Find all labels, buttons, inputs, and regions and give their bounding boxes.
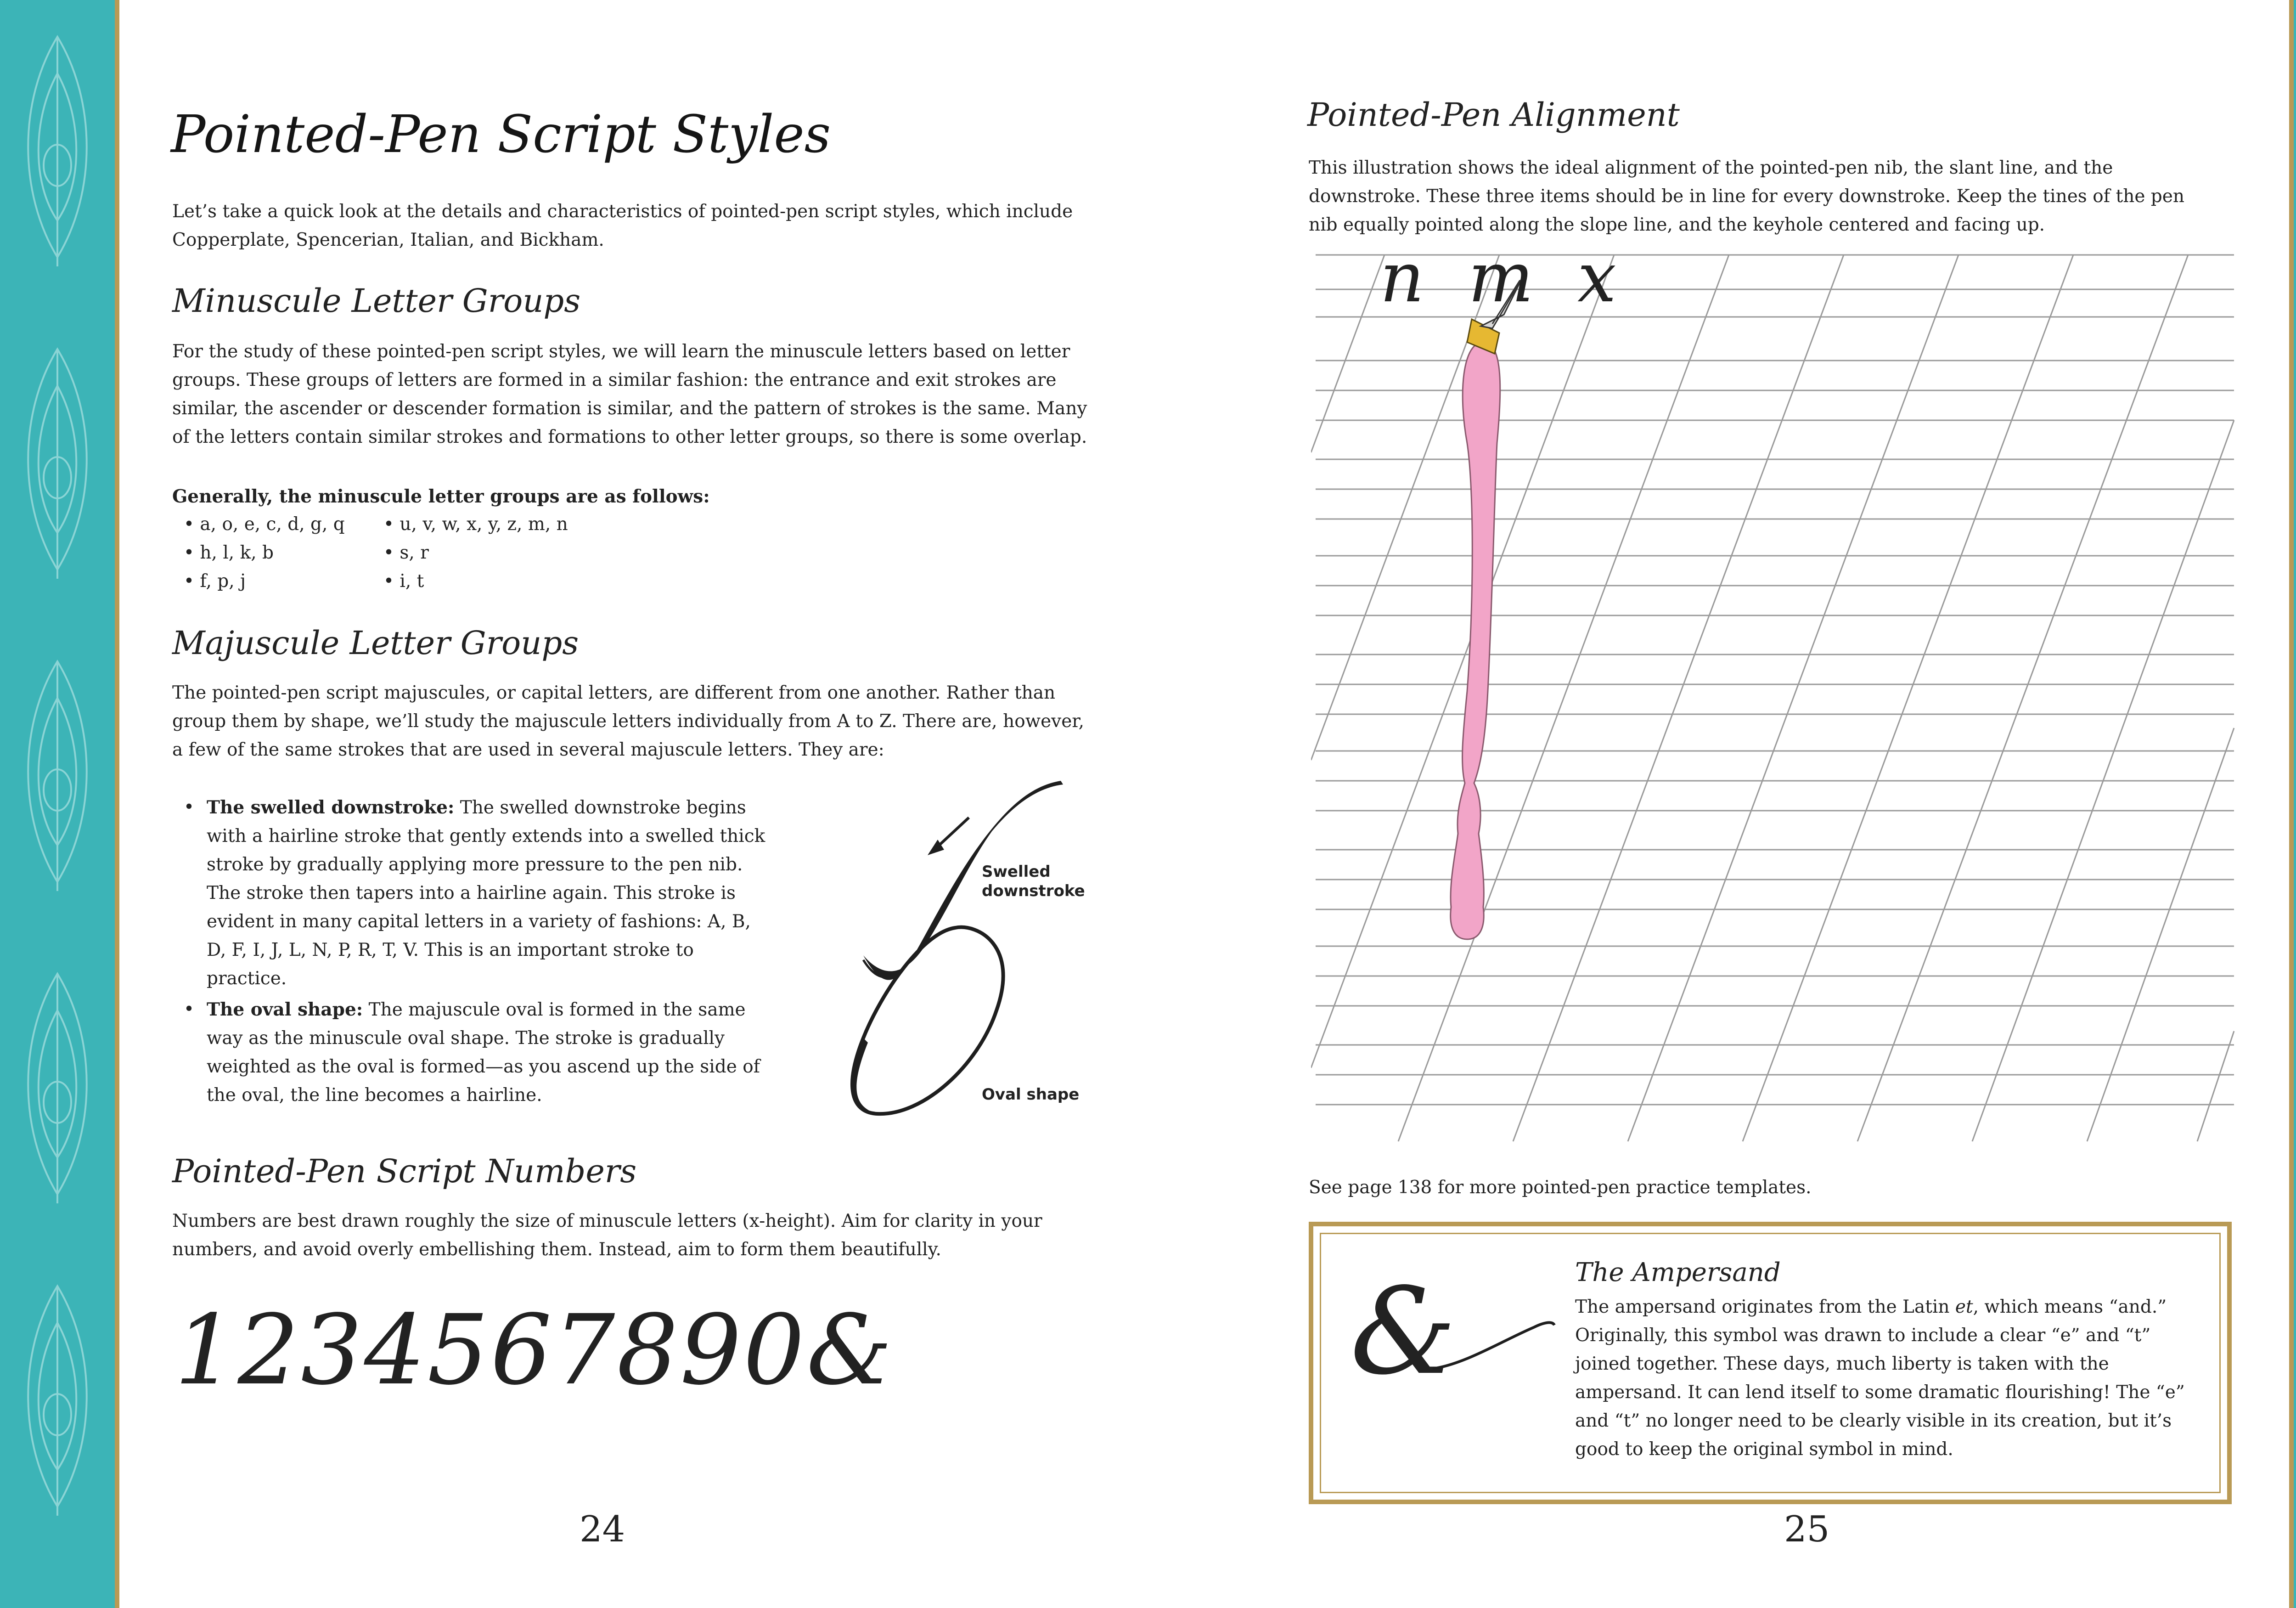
numbers-heading: Pointed-Pen Script Numbers <box>172 1152 637 1190</box>
list-item: • h, l, k, b <box>184 542 274 563</box>
sidebar-title: The Ampersand <box>1575 1258 1781 1287</box>
majuscule-paragraph: The pointed-pen script majuscules, or capital letters, are different from one another. Rather than group them by shape, we’ll study the majuscule letters individually from A to Z. There are, however, a few of the same strokes that are used in several majuscule letters. They are: <box>172 683 1085 760</box>
page-number-right: 25 <box>1784 1509 1830 1550</box>
alignment-paragraph: This illustration shows the ideal alignment of the pointed-pen nib, the slant line, and the downstroke. These three items should be in line for every downstroke. Keep the tines of the pen nib equally pointed along the slope line, and the keyhole centered and facing up. <box>1309 158 2184 235</box>
script-numerals: 1234567890& <box>174 1294 895 1406</box>
alignment-heading: Pointed-Pen Alignment <box>1307 96 1680 134</box>
page-number-left: 24 <box>580 1509 625 1550</box>
stroke1-paragraph <box>207 793 771 993</box>
sample-letters: n m x <box>1380 238 1627 318</box>
stroke1-text: The swelled downstroke begins with a hairline stroke that gently extends into a swelled thick stroke by gradually applying more pressure to the pen nib. The stroke then tapers into a hairline again. This stroke is evident in many capital letters in a variety of fashions: A, B, D, F, I, J, L, N, P, R, T, V. This is an important stroke to practice. <box>207 797 765 989</box>
ampersand-flourish <box>1428 1314 1557 1382</box>
sidebar-text-em: et <box>1955 1297 1973 1317</box>
list-item: • i, t <box>383 571 424 592</box>
stroke-bullet: • <box>184 797 195 818</box>
list-item: • u, v, w, x, y, z, m, n <box>383 514 568 535</box>
right-decorative-band <box>2289 0 2296 1608</box>
majuscule-heading: Majuscule Letter Groups <box>172 624 579 662</box>
stroke-illustration <box>817 772 1093 1130</box>
group-item-text: i, t <box>400 571 424 592</box>
direction-arrow-icon <box>937 818 969 847</box>
groups-lead: Generally, the minuscule letter groups are as follows: <box>172 486 710 507</box>
stroke2-label: The oval shape: <box>207 999 363 1020</box>
numbers-paragraph: Numbers are best drawn roughly the size of minuscule letters (x-height). Aim for clarity in your numbers, and avoid overly embellishing them. Instead, aim to form them beautifully. <box>172 1211 1042 1260</box>
ampersand-sidebar <box>1309 1222 2232 1504</box>
pointed-pen-illustration <box>1451 278 1522 939</box>
sidebar-ampersand-glyph: & <box>1350 1263 1457 1401</box>
group-item-text: s, r <box>400 542 429 563</box>
intro-paragraph: Let’s take a quick look at the details and characteristics of pointed-pen script styles, which include Copperplate, Spencerian, Italian, and Bickham. <box>172 201 1073 250</box>
list-item: • f, p, j <box>184 571 246 592</box>
minuscule-heading: Minuscule Letter Groups <box>172 282 581 320</box>
group-item-text: a, o, e, c, d, g, q <box>200 514 345 535</box>
group-item-text: h, l, k, b <box>200 542 274 563</box>
label-swelled: Swelled downstroke <box>982 863 1085 900</box>
peacock-plume-pattern-left <box>0 0 115 1608</box>
page-title: Pointed-Pen Script Styles <box>171 105 831 164</box>
sidebar-text-1: The ampersand originates from the Latin <box>1575 1297 1955 1317</box>
practice-grid <box>1311 250 2239 1151</box>
label-oval: Oval shape <box>982 1085 1080 1104</box>
stroke2-text: The majuscule oval is formed in the same way as the minuscule oval shape. The stroke is gradually weighted as the oval is formed—as you ascend up the side of the oval, the line becomes a hairline. <box>207 999 760 1106</box>
sidebar-text-2: , which means “and.” Originally, this symbol was drawn to include a clear “e” and “t” joined together. These days, much liberty is taken with the ampersand. It can lend itself to some dramatic flourishing! The “e” and “t” no longer need to be clearly visible in its creation, but it’s good to keep the original symbol in mind. <box>1575 1297 2185 1460</box>
sidebar-paragraph <box>1575 1293 2200 1464</box>
peacock-plume-pattern-right <box>2294 0 2296 1608</box>
stroke-bullet: • <box>184 999 195 1020</box>
oval-shape <box>852 927 1003 1114</box>
stroke1-label: The swelled downstroke: <box>207 797 455 818</box>
minuscule-paragraph: For the study of these pointed-pen script styles, we will learn the minuscule letters based on letter groups. These groups of letters are formed in a similar fashion: the entrance and exit strokes are similar, the ascender or descender formation is similar, and the pattern of strokes is the same. Many of the letters contain similar strokes and formations to other letter groups, so there is some overlap. <box>172 341 1087 447</box>
group-item-text: u, v, w, x, y, z, m, n <box>400 514 568 535</box>
left-decorative-band <box>0 0 119 1608</box>
stroke2-paragraph <box>207 995 771 1110</box>
list-item: • s, r <box>383 542 429 563</box>
group-item-text: f, p, j <box>200 571 246 592</box>
list-item: • a, o, e, c, d, g, q <box>184 514 345 535</box>
see-page-note: See page 138 for more pointed-pen practice templates. <box>1309 1177 1812 1198</box>
